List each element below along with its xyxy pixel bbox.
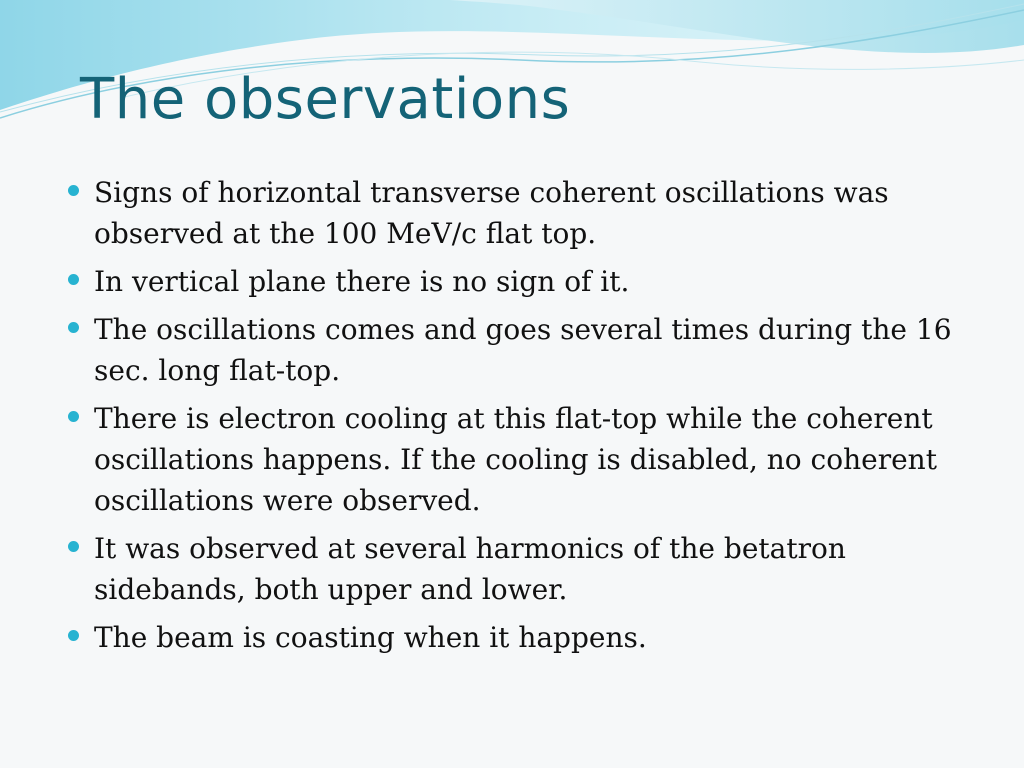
bullet-dot-icon [68,274,79,285]
bullet-text: Signs of horizontal transverse coherent oscillations was observed at the 100 MeV/c flat top. [94,176,889,250]
slide-title: The observations [80,67,571,132]
bullet-list [62,172,982,665]
bullet-dot-icon [68,322,79,333]
bullet-item [62,309,982,391]
bullet-item [62,172,982,254]
bullet-text: There is electron cooling at this flat-top while the coherent oscillations happens. If the cooling is disabled, no coherent oscillations were observed. [94,402,937,517]
bullet-text: The oscillations comes and goes several times during the 16 sec. long flat-top. [94,313,952,387]
bullet-dot-icon [68,185,79,196]
bullet-item [62,398,982,521]
bullet-text: It was observed at several harmonics of the betatron sidebands, both upper and lower. [94,532,846,606]
bullet-dot-icon [68,541,79,552]
bullet-dot-icon [68,411,79,422]
bullet-dot-icon [68,630,79,641]
bullet-text: The beam is coasting when it happens. [94,621,647,654]
bullet-item [62,617,982,658]
bullet-item [62,261,982,302]
bullet-text: In vertical plane there is no sign of it. [94,265,630,298]
bullet-item [62,528,982,610]
